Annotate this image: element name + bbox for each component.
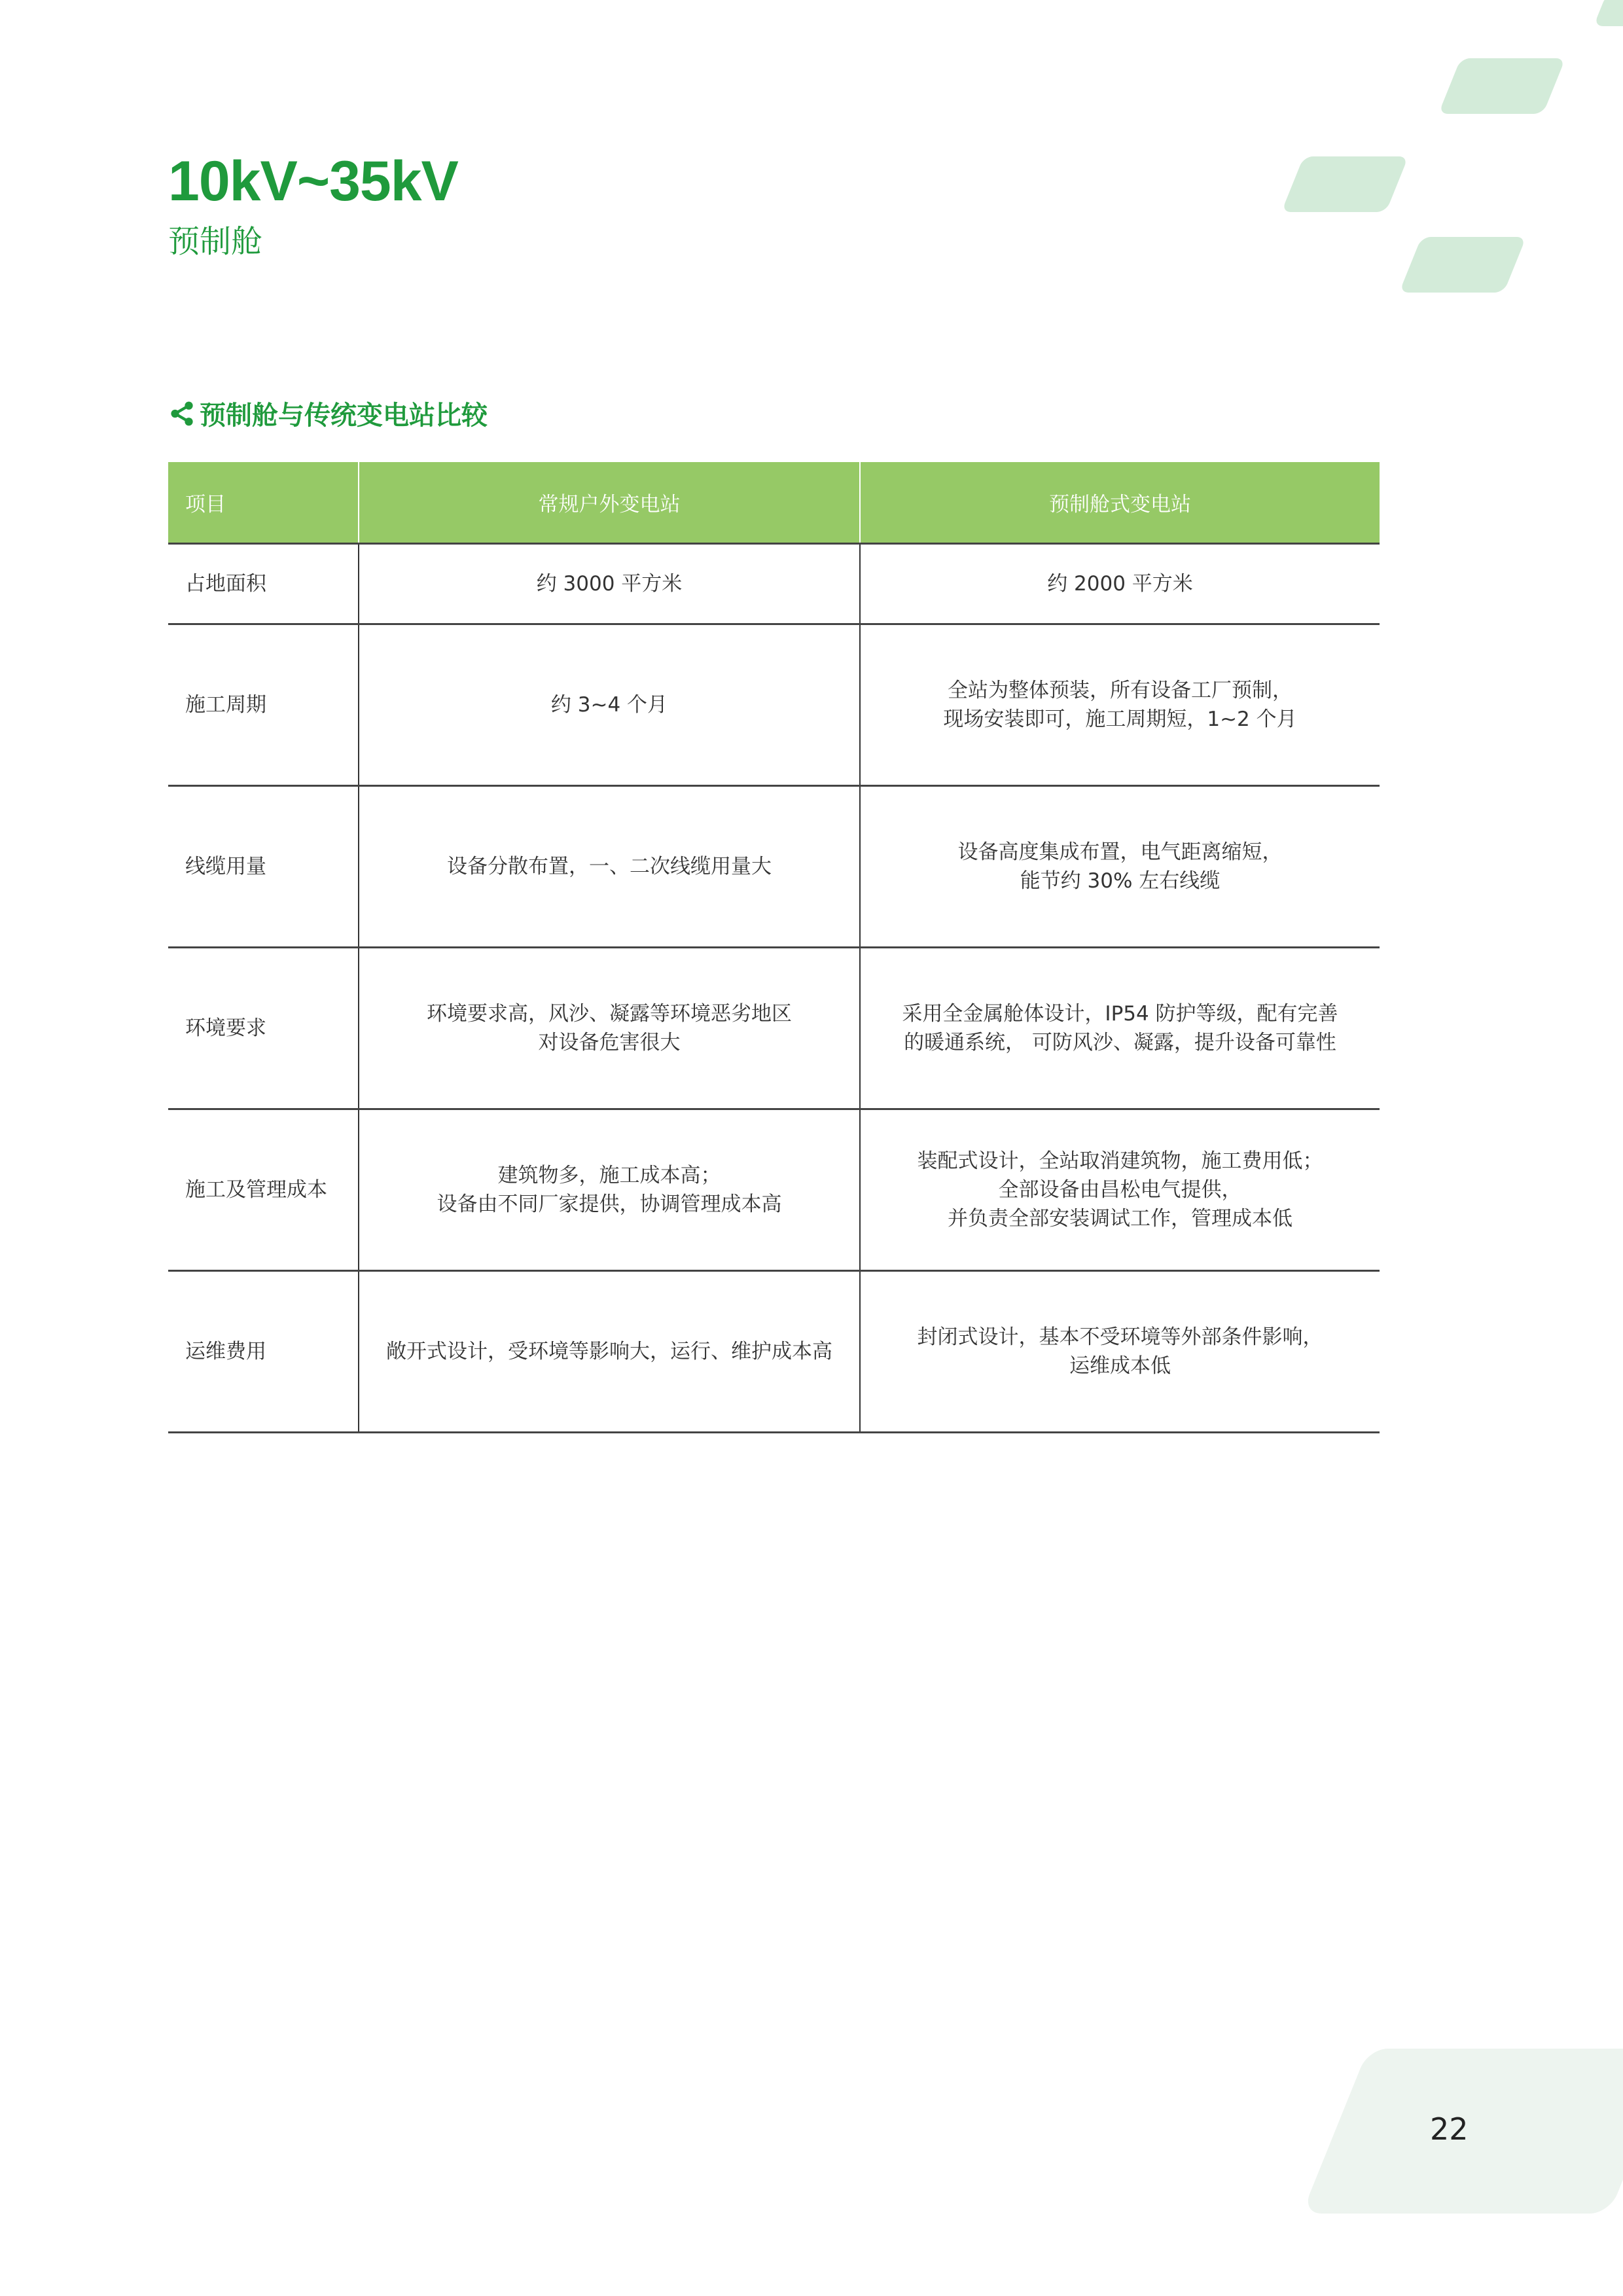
row-label: 施工及管理成本 [168,1109,359,1271]
table-row [168,1271,1380,1433]
row-label: 占地面积 [168,544,359,624]
table-cell: 约 3000 平方米 [359,544,860,624]
page-title: 10kV~35kV [168,150,458,213]
table-row [168,786,1380,948]
page-subtitle: 预制舱 [168,223,263,260]
table-cell: 设备高度集成布置，电气距离缩短， 能节约 30% 左右线缆 [860,786,1380,948]
decor-parallelogram [1594,0,1623,26]
table-row [168,544,1380,624]
page-number: 22 [1430,2111,1469,2147]
table-cell: 封闭式设计，基本不受环境等外部条件影响， 运维成本低 [860,1271,1380,1433]
section-heading [168,395,488,432]
comparison-table [168,462,1380,1433]
row-label: 运维费用 [168,1271,359,1433]
row-label: 线缆用量 [168,786,359,948]
table-cell: 约 2000 平方米 [860,544,1380,624]
column-header: 常规户外变电站 [359,462,860,544]
table-cell: 全站为整体预装，所有设备工厂预制， 现场安装即可，施工周期短，1~2 个月 [860,624,1380,786]
column-header: 项目 [168,462,359,544]
column-header: 预制舱式变电站 [860,462,1380,544]
table-row [168,1109,1380,1271]
decor-parallelogram [1281,156,1408,212]
table-cell: 环境要求高，风沙、凝露等环境恶劣地区 对设备危害很大 [359,948,860,1109]
table-row [168,948,1380,1109]
table-cell: 约 3~4 个月 [359,624,860,786]
table-header-row [168,462,1380,544]
table-cell: 采用全金属舱体设计，IP54 防护等级，配有完善 的暖通系统， 可防风沙、凝露，提升设备可靠性 [860,948,1380,1109]
row-label: 环境要求 [168,948,359,1109]
decor-parallelogram [1399,237,1526,293]
table-cell: 敞开式设计，受环境等影响大，运行、维护成本高 [359,1271,860,1433]
decor-parallelogram [1438,58,1565,114]
table-cell: 装配式设计，全站取消建筑物，施工费用低； 全部设备由昌松电气提供， 并负责全部安装调试工作，管理成本低 [860,1109,1380,1271]
section-title: 预制舱与传统变电站比较 [200,401,488,431]
table-cell: 设备分散布置，一、二次线缆用量大 [359,786,860,948]
row-label: 施工周期 [168,624,359,786]
share-icon [168,400,196,427]
table-row [168,624,1380,786]
table-cell: 建筑物多，施工成本高； 设备由不同厂家提供，协调管理成本高 [359,1109,860,1271]
